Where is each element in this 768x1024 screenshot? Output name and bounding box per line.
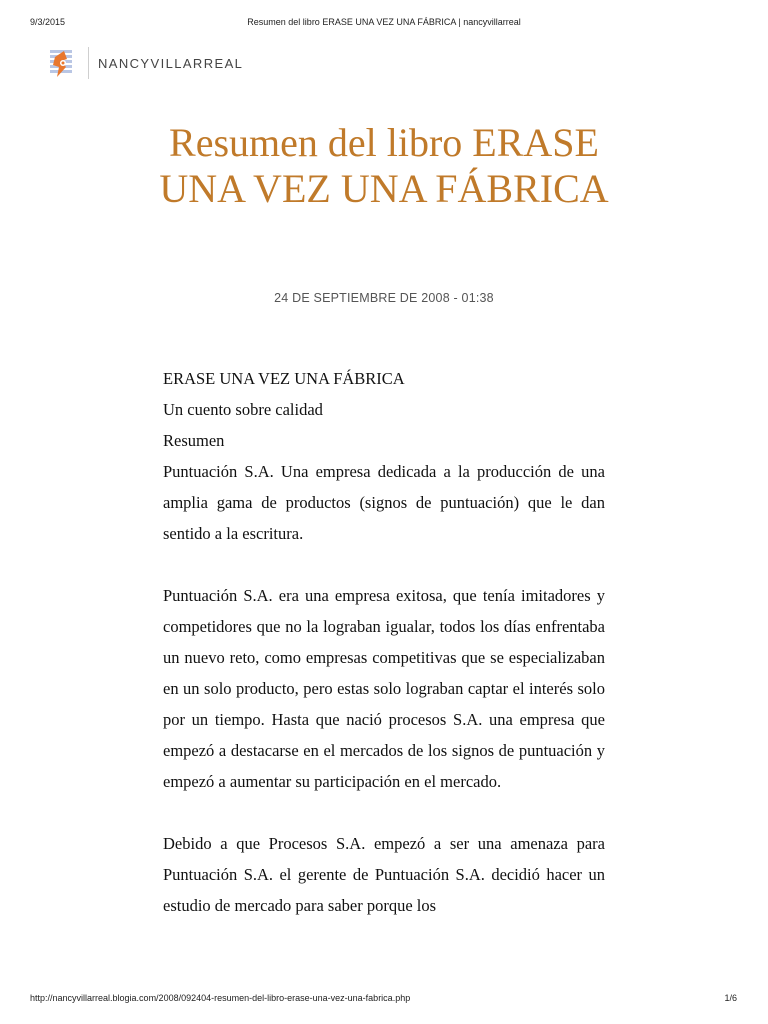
body-line-label: Resumen: [163, 431, 225, 450]
print-url: http://nancyvillarreal.blogia.com/2008/092404-resumen-del-libro-erase-una-vez-una-fabrica.php: [30, 993, 411, 1003]
blog-logo-icon[interactable]: [48, 47, 76, 79]
body-paragraph: Puntuación S.A. Una empresa dedicada a la producción de una amplia gama de productos (signos de puntuación) que le dan sentido a la escritura.: [163, 462, 605, 543]
body-line-heading: ERASE UNA VEZ UNA FÁBRICA: [163, 369, 405, 388]
body-line-subtitle: Un cuento sobre calidad: [163, 400, 323, 419]
print-page-title: Resumen del libro ERASE UNA VEZ UNA FÁBRICA | nancyvillarreal: [247, 17, 521, 27]
print-footer: [0, 993, 768, 1007]
post-title: Resumen del libro ERASE UNA VEZ UNA FÁBRICA: [159, 120, 609, 211]
print-header: [0, 17, 768, 31]
body-paragraph: Puntuación S.A. era una empresa exitosa, que tenía imitadores y competidores que no la lograban igualar, todos los días enfrentaba un nuevo reto, como empresas competitivas que se especializaban en un solo producto, pero estas solo lograban captar el interés solo por un tiempo. Hasta que nació procesos S.A. una empresa que empezó a destacarse en el mercados de los signos de puntuación y empezó a aumentar su participación en el mercado.: [163, 586, 605, 791]
header-divider: [88, 47, 89, 79]
site-header: [48, 46, 243, 80]
print-date: 9/3/2015: [30, 17, 66, 27]
post-date: 24 DE SEPTIEMBRE DE 2008 - 01:38: [274, 291, 494, 305]
print-page-number: 1/6: [724, 993, 737, 1003]
site-name-link[interactable]: NANCYVILLARREAL: [98, 55, 244, 71]
post-body: [163, 363, 605, 921]
body-paragraph: Debido a que Procesos S.A. empezó a ser una amenaza para Puntuación S.A. el gerente de Puntuación S.A. decidió hacer un estudio de mercado para saber porque los: [163, 834, 605, 915]
